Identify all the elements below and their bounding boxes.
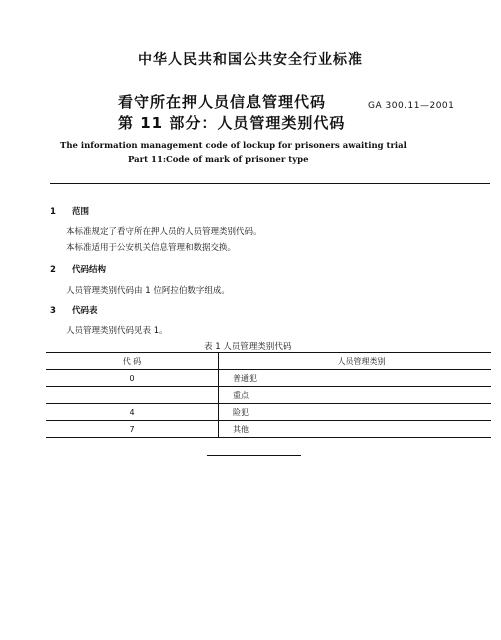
code-cell: 4 [46,404,219,421]
section-1-paragraph-2: 本标准适用于公安机关信息管理和数据交换。 [66,243,237,253]
table-row [46,404,491,421]
section-number: 2 [50,265,56,275]
standard-number: GA 300.11—2001 [368,101,455,111]
table-caption: 表 1 人员管理类别代码 [204,342,292,352]
document-title-line1: 看守所在押人员信息管理代码 [118,93,327,111]
english-title-line2: Part 11:Code of mark of prisoner type [128,155,309,165]
section-3-paragraph-1: 人员管理类别代码见表 1。 [66,326,168,336]
english-title-line1: The information management code of lockup for prisoners awaiting trial [60,141,407,151]
code-cell: 0 [46,370,219,387]
table-row [46,387,491,404]
code-cell [46,387,219,404]
section-1-paragraph-1: 本标准规定了看守所在押人员的人员管理类别代码。 [66,227,262,237]
column-header-code: 代 码 [46,353,219,370]
section-title: 代码结构 [72,265,107,275]
document-title-line2: 第 11 部分：人员管理类别代码 [118,114,346,132]
category-cell: 其他 [219,421,492,438]
section-2-heading [50,263,106,275]
section-title: 代码表 [72,306,98,316]
category-cell: 普通犯 [219,370,492,387]
code-table [46,352,491,438]
end-of-document-line [207,455,301,456]
title-divider [50,183,490,184]
section-number: 1 [50,207,56,217]
category-cell: 险犯 [219,404,492,421]
section-title: 范围 [72,207,90,217]
standard-category-header: 中华人民共和国公共安全行业标准 [138,52,363,68]
code-cell: 7 [46,421,219,438]
table-header-row [46,353,491,370]
section-1-heading [50,205,89,217]
table-row [46,370,491,387]
section-number: 3 [50,306,56,316]
section-2-paragraph-1: 人员管理类别代码由 1 位阿拉伯数字组成。 [66,286,230,296]
column-header-category: 人员管理类别 [219,353,492,370]
category-cell: 重点 [219,387,492,404]
table-row [46,421,491,438]
section-3-heading [50,304,98,316]
